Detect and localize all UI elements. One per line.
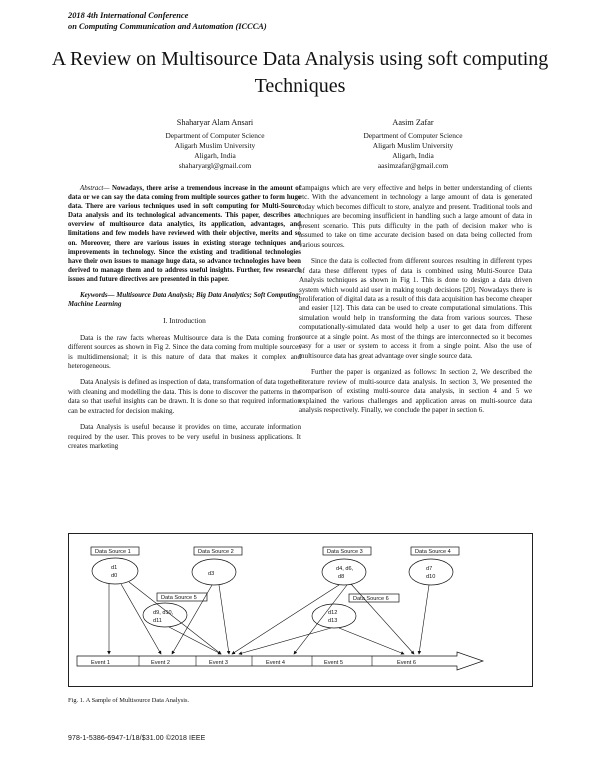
paragraph: Data Analysis is useful because it provides on time, accurate information required by the user. This proves to be very useful in business applications. It creates marketing <box>68 423 301 451</box>
keywords-text: Multisource Data Analysis; Big Data Analytics; Soft Computing; Machine Learning <box>68 292 301 309</box>
author-block-2 <box>308 118 518 171</box>
source-ellipse-1 <box>92 558 138 584</box>
left-column <box>68 184 301 459</box>
source-label-6: Data Source 6 <box>353 596 389 602</box>
event-label: Event 1 <box>91 660 110 666</box>
source-item: d7 <box>426 566 433 572</box>
source-label-3: Data Source 3 <box>327 549 363 555</box>
paper-title: A Review on Multisource Data Analysis using soft computing Techniques <box>51 48 549 97</box>
abstract-text: Nowadays, there arise a tremendous increase in the amount of data or we can say the data coming from multiple sources gather to form huge data. There are various techniques used in soft computing for Multi-Source Data analysis and its technological advancements. This paper, describes an overview of multisource data analytics, its application, advantages, and limitations and few models have reviewed with their objective, merits and so on. Moreover, there are various issues in existing storage techniques and improvements in technology. Since the existing and traditional technologies have their own issues to manage huge data, so advance technologies have been derived to manage them and to address useful insights. Further, few research issues and future directives are presented in this paper. <box>68 185 301 283</box>
author-name: Aasim Zafar <box>392 118 434 127</box>
author-dept: Department of Computer Science <box>363 131 463 140</box>
figure-caption: Fig. 1. A Sample of Multisource Data Analysis. <box>68 697 190 704</box>
right-column <box>299 184 532 422</box>
source-item: d12 <box>328 610 338 616</box>
keywords: Keywords— Multisource Data Analysis; Big Data Analytics; Soft Computing; Machine Learning <box>68 292 301 309</box>
source-label-4: Data Source 4 <box>415 549 451 555</box>
source-item: d13 <box>328 618 338 624</box>
source-ellipse-6 <box>312 604 356 628</box>
source-label-1: Data Source 1 <box>95 549 131 555</box>
abstract: Abstract— Nowadays, there arise a tremendous increase in the amount of data or we can say the data coming from multiple sources gather to form huge data. There are various techniques used in soft computing for Multi-Source Data analysis and its technological advancements. This paper, describes an overview of multisource data analytics, its application, advantages, and limitations and few models have reviewed with their objective, merits and so on. Moreover, there are various issues in existing storage techniques and improvements in technology. Since the existing and traditional technologies have their own issues to manage huge data, so advance technologies have been derived to manage them and to address useful insights. Further, few research issues and future directives are presented in this paper. <box>68 185 301 283</box>
paragraph: Further the paper is organized as follows: In section 2, We described the literature review of multi-source data analysis. In section 3, We presented the comparison of existing multi-source data analysis, in section 4 and 5 we explained the various challenges and application areas on multi-source data analysis respectively. Finally, we conclude the paper in section 6. <box>299 368 532 414</box>
source-item: d8 <box>338 574 345 580</box>
source-item: d11 <box>153 618 162 624</box>
source-label-5: Data Source 5 <box>161 595 197 601</box>
event-label: Event 5 <box>324 660 343 666</box>
author-dept: Department of Computer Science <box>165 131 265 140</box>
isbn-footer: 978-1-5386-6947-1/18/$31.00 ©2018 IEEE <box>68 735 206 742</box>
conference-header <box>68 10 267 32</box>
author-email: shaharyargl@gmail.com <box>178 161 252 170</box>
keywords-label: Keywords <box>80 292 108 300</box>
source-item: d4, d6, <box>336 566 354 572</box>
author-university: Aligarh Muslim University <box>174 141 256 150</box>
source-item: d0 <box>111 573 118 579</box>
author-block-1 <box>110 118 320 171</box>
paragraph: campaigns which are very effective and helps in better understanding of clients etc. With the advancement in technology a large amount of data is generated today which becomes difficult to store, analyze and present. Traditional tools and techniques are becoming insufficient in handling such a large amount of data in present scenario. This puts difficulty in the path of decision maker who is assumed to take on time accurate decision based on data being collected from various sources. <box>299 184 532 249</box>
author-city: Aligarh, India <box>392 151 434 160</box>
author-university: Aligarh Muslim University <box>372 141 454 150</box>
source-item: d9, d10, <box>153 610 174 616</box>
source-ellipse-3 <box>322 559 366 585</box>
paragraph: Data Analysis is defined as inspection of data, transformation of data together with cleaning and modelling the data. This is done to discover the patterns in the data so that useful insights can be drawn. It is done so that required information can be extracted for decision making. <box>68 378 301 415</box>
paragraph: Since the data is collected from different sources resulting in different types of data these different types of data is combined using Multi-Source Data Analysis techniques as shown in Fig 1. This is done to design a data driven system which would aid user in making tough decisions [20]. Nowadays there is proliferation of digital data as a result of this data acquisition has become cheaper and easier [12]. This data can be used to create computational simulations. This simulation would help in transforming the data from various sources. These computationally-simulated data would help a user to get data from different source at a single point. As most of the things are interconnected so it becomes easy for a user or system to access it from a single point. Also the use of multisource data has great advantage over single source data. <box>299 257 532 360</box>
source-item: d1 <box>111 565 118 571</box>
author-name: Shaharyar Alam Ansari <box>176 118 254 127</box>
author-city: Aligarh, India <box>194 151 236 160</box>
abstract-label: Abstract <box>80 185 104 192</box>
source-item: d3 <box>208 571 215 577</box>
event-label: Event 4 <box>266 660 285 666</box>
source-ellipse-4 <box>409 559 453 585</box>
event-label: Event 2 <box>151 660 170 666</box>
section-heading-introduction: I. Introduction <box>163 316 206 326</box>
event-label: Event 3 <box>209 660 228 666</box>
figure-multisource-diagram <box>68 533 533 687</box>
event-label: Event 6 <box>397 660 416 666</box>
source-item: d10 <box>426 574 436 580</box>
paragraph: Data is the raw facts whereas Multisource data is the Data coming from different sources as shown in Fig 2. Since the data coming from multiple sources is multidimensional; it is this nature of data that makes it complex and heterogeneous. <box>68 333 301 371</box>
conference-line-2: on Computing Communication and Automation (ICCCA) <box>68 22 267 31</box>
author-email: aasimzafar@gmail.com <box>377 161 449 170</box>
source-label-2: Data Source 2 <box>198 549 234 555</box>
conference-line-1: 2018 4th International Conference <box>68 11 189 20</box>
